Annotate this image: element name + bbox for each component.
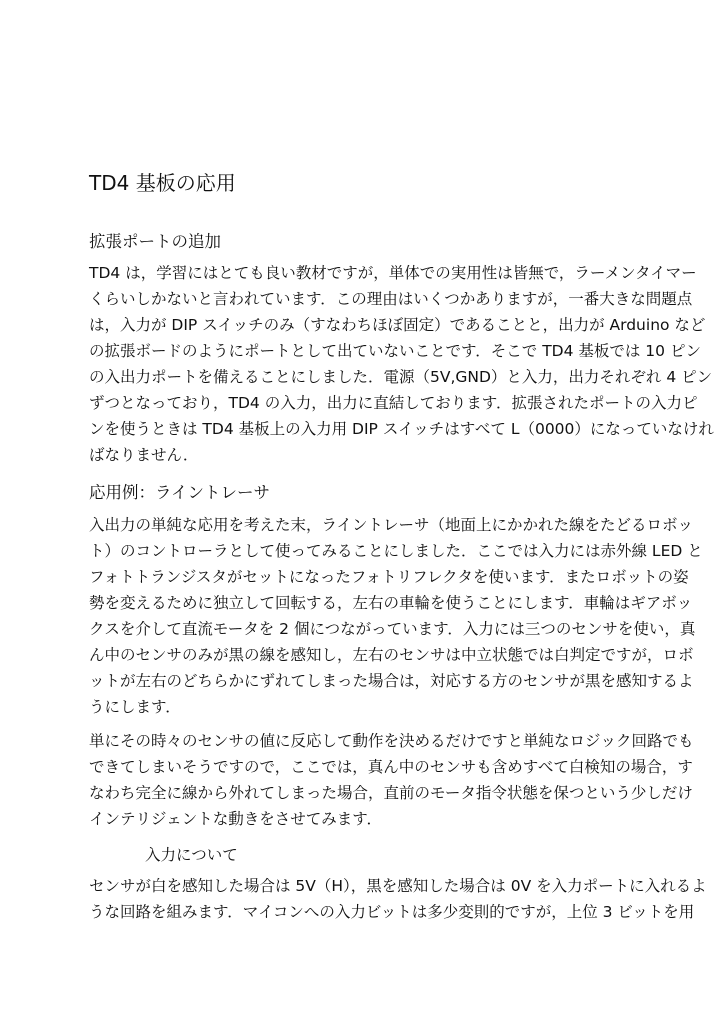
text-line: ん中のセンサのみが黒の線を感知し，左右のセンサは中立状態では白判定ですが，ロボ — [89, 646, 694, 664]
paragraph-expansion-port — [89, 260, 714, 468]
paragraph-line-tracer-1 — [89, 512, 703, 720]
text-line: の入出力ポートを備えることにしました．電源（5V,GND）と入力，出力それぞれ 4 ピン — [89, 368, 713, 386]
text-line: の拡張ボードのようにポートとして出ていないことです．そこで TD4 基板では 10 ピン — [89, 342, 701, 360]
text-line: ンを使うときは TD4 基板上の入力用 DIP スイッチはすべて L（0000）になっていなけれ — [89, 420, 714, 438]
text-line: クスを介して直流モータを 2 個につながっています．入力には三つのセンサを使い，真 — [89, 620, 696, 638]
text-line: インテリジェントな動きをさせてみます． — [89, 810, 382, 828]
text-line: は，入力が DIP スイッチのみ（すなわちほぼ固定）であることと，出力が Arduino など — [89, 316, 706, 334]
paragraph-input — [89, 873, 707, 925]
text-line: うな回路を組みます．マイコンへの入力ビットは多少変則的ですが，上位 3 ビットを用 — [89, 903, 695, 921]
text-line: 単にその時々のセンサの値に反応して動作を決めるだけですと単純なロジック回路でも — [89, 732, 694, 750]
paragraph-line-tracer-2 — [89, 728, 694, 832]
text-line: できてしまいそうですので，ここでは，真ん中のセンサも含めすべて白検知の場合，す — [89, 758, 693, 776]
text-line: 勢を変えるために独立して回転する，左右の車輪を使うことにします．車輪はギアボッ — [89, 594, 693, 612]
text-line: フォトトランジスタがセットになったフォトリフレクタを使います．またロボットの姿 — [89, 568, 689, 586]
section-heading-line-tracer: 応用例：ライントレーサ — [89, 483, 271, 502]
text-line: TD4 は，学習にはとても良い教材ですが，単体での実用性は皆無で，ラーメンタイマー — [89, 264, 697, 282]
section-heading-expansion-port: 拡張ポートの追加 — [89, 232, 221, 251]
subsection-heading-input: 入力について — [145, 846, 238, 864]
text-line: なわち完全に線から外れてしまった場合，直前のモータ指令状態を保つという少しだけ — [89, 784, 693, 802]
text-line: ばなりません． — [89, 446, 199, 464]
text-line: 入出力の単純な応用を考えた末，ライントレーサ（地面上にかかれた線をたどるロボッ — [89, 516, 694, 534]
text-line: センサが白を感知した場合は 5V（H），黒を感知した場合は 0V を入力ポートに入れるよ — [89, 877, 707, 895]
text-line: ずつとなっており，TD4 の入力，出力に直結しております．拡張されたポートの入力ピ — [89, 394, 698, 412]
text-line: くらいしかないと言われています．この理由はいくつかありますが，一番大きな問題点 — [89, 290, 693, 308]
text-line: うにします． — [89, 698, 181, 716]
text-line: ト）のコントローラとして使ってみることにしました．ここでは入力には赤外線 LED と — [89, 542, 703, 560]
text-line: ットが左右のどちらかにずれてしまった場合は，対応する方のセンサが黒を感知するよ — [89, 672, 694, 690]
page-title: TD4 基板の応用 — [89, 171, 236, 195]
